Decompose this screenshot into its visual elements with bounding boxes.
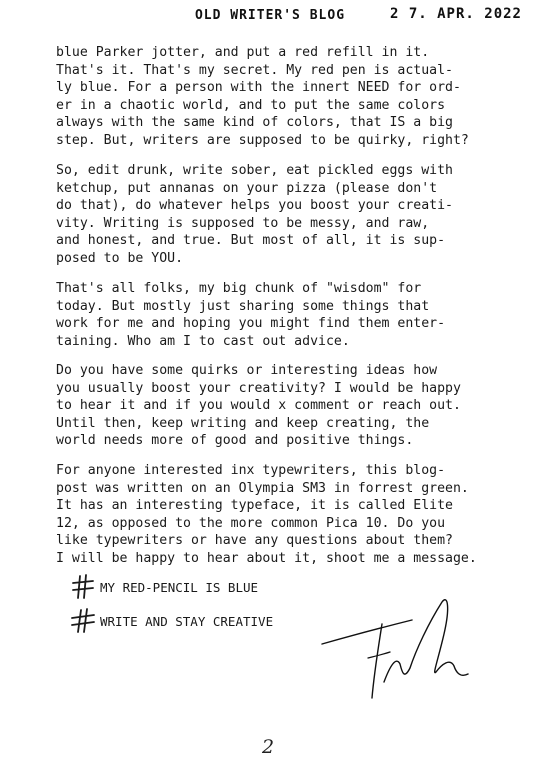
text-line: ketchup, put annanas on your pizza (please don't bbox=[56, 180, 438, 196]
text-line: taining. Who am I to cast out advice. bbox=[56, 333, 350, 349]
hashtag-label: WRITE AND STAY CREATIVE bbox=[100, 613, 274, 629]
text-line: I will be happy to hear about it, shoot me a message. bbox=[56, 551, 477, 566]
hash-icon bbox=[70, 574, 96, 600]
text-line: ly blue. For a person with the innert NEED for ord- bbox=[56, 80, 461, 96]
text-line: and honest, and true. But most of all, it is sup- bbox=[56, 233, 446, 249]
page-number: 2 bbox=[262, 736, 275, 758]
text-line: work for me and hoping you might find them enter- bbox=[56, 316, 446, 332]
post-date: 2 7. APR. 2022 bbox=[389, 6, 522, 22]
text-line: Do you have some quirks or interesting ideas how bbox=[56, 363, 438, 378]
text-line: blue Parker jotter, and put a red refill in it. bbox=[56, 45, 430, 60]
text-line: For anyone interested inx typewriters, this blog- bbox=[56, 463, 446, 478]
text-line: Until then, keep writing and keep creating, the bbox=[56, 415, 430, 431]
text-line: So, edit drunk, write sober, eat pickled eggs with bbox=[56, 163, 453, 178]
text-line: like typewriters or have any questions about them? bbox=[56, 533, 453, 549]
text-line: always with the same kind of colors, that IS a big bbox=[56, 115, 453, 131]
hashtag-item bbox=[70, 574, 258, 600]
text-line: It has an interesting typeface, it is called Elite bbox=[56, 498, 453, 514]
text-line: That's all folks, my big chunk of "wisdom" for bbox=[56, 281, 422, 296]
text-line: posed to be YOU. bbox=[56, 251, 184, 266]
hashtag-label: MY RED-PENCIL IS BLUE bbox=[100, 579, 259, 595]
text-line: post was written on an Olympia SM3 in forrest green. bbox=[56, 480, 469, 496]
text-line: That's it. That's my secret. My red pen is actual- bbox=[56, 62, 453, 78]
text-line: vity. Writing is supposed to be messy, and raw, bbox=[56, 215, 430, 231]
text-line: er in a chaotic world, and to put the same colors bbox=[56, 97, 446, 113]
text-line: to hear it and if you would x comment or reach out. bbox=[56, 398, 461, 414]
text-line: 12, as opposed to the more common Pica 10. Do you bbox=[56, 515, 446, 531]
hashtag-item bbox=[70, 608, 273, 634]
handwritten-signature bbox=[320, 594, 470, 704]
text-line: step. But, writers are supposed to be quirky, right? bbox=[56, 133, 469, 148]
hash-icon bbox=[70, 608, 96, 634]
text-line: do that), do whatever helps you boost your creati- bbox=[56, 198, 453, 214]
text-line: today. But mostly just sharing some things that bbox=[56, 298, 430, 314]
text-line: world needs more of good and positive things. bbox=[56, 433, 414, 449]
blog-title: OLD WRITER'S BLOG bbox=[194, 8, 346, 23]
text-line: you usually boost your creativity? I would be happy bbox=[56, 380, 461, 396]
